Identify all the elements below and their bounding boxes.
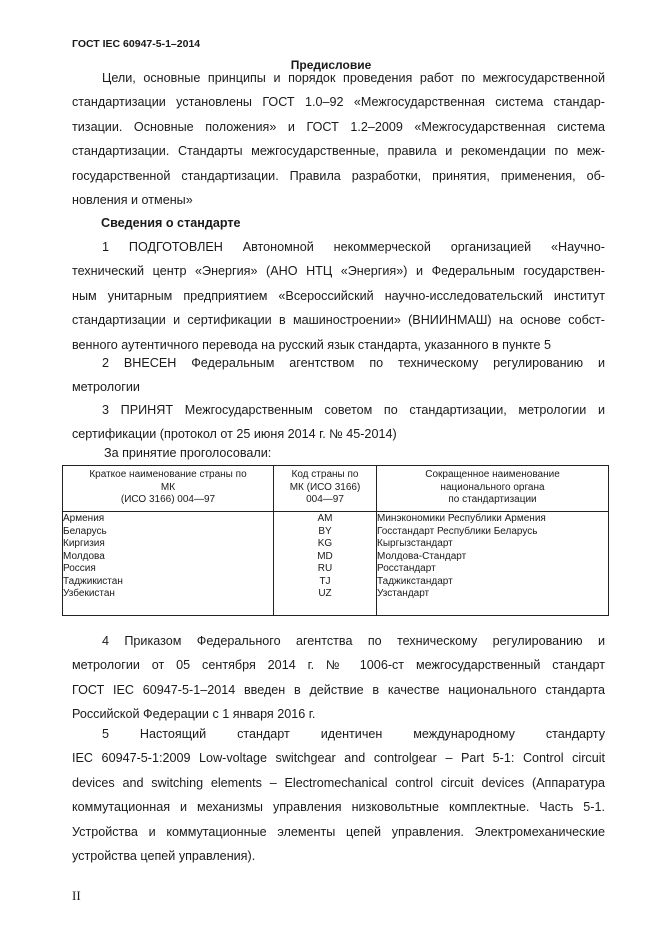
text-line: стандартизации. Стандарты межгосударственные, правила и рекомендации по меж- (72, 144, 605, 159)
country-name: Киргизия (63, 538, 105, 549)
country-code: MD (317, 550, 333, 562)
standards-body: Таджикстандарт (377, 575, 453, 587)
header-line: 004—97 (306, 494, 344, 505)
text-line: ГОСТ IEC 60947-5-1–2014 введен в действие в качестве национального стандарта (72, 682, 605, 697)
header-line: Краткое наименование страны по (89, 469, 247, 480)
text-line: 5 Настоящий стандарт идентичен международному стандарту (102, 727, 605, 741)
header-line: МК (160, 481, 176, 493)
text-line: новления и отмены» (72, 193, 193, 208)
item-3-paragraph (72, 398, 605, 447)
text-line: IEC 60947-5-1:2009 Low-voltage switchgear and controlgear – Part 5-1: Control circuit (72, 751, 605, 766)
text-line: венного аутентичного перевода на русский язык стандарта, указанного в пункте 5 (72, 337, 552, 352)
standards-body: Узстандарт (377, 588, 430, 599)
standard-info-heading: Сведения о стандарте (101, 216, 241, 230)
text-line: devices and switching elements – Electromechanical control circuit devices (Аппаратура (72, 775, 605, 790)
section-title: Предисловие (290, 58, 372, 72)
text-line: 2 ВНЕСЕН Федеральным агентством по техническому регулированию и (102, 356, 605, 370)
header-line: Код страны по (291, 469, 359, 480)
country-name: Молдова (63, 550, 105, 562)
standards-body: Госстандарт Республики Беларусь (377, 525, 538, 537)
voting-countries-table (62, 465, 609, 616)
header-line: национального органа (440, 481, 545, 493)
text-line: ным унитарным предприятием «Всероссийский научно-исследовательский институт (72, 288, 605, 303)
country-name: Россия (63, 563, 96, 574)
text-line: государственной стандартизации. Правила разработки, принятия, применения, об- (72, 168, 605, 183)
country-code: KG (317, 538, 333, 549)
text-line: устройства цепей управления). (72, 849, 256, 864)
code-cell (274, 512, 377, 616)
country-code: UZ (318, 588, 332, 599)
standards-body: Молдова-Стандарт (377, 550, 467, 562)
header-line: по стандартизации (448, 494, 537, 505)
standards-body: Минэкономики Республики Армения (377, 513, 546, 524)
country-cell (63, 512, 274, 616)
item-2-paragraph (72, 351, 605, 400)
country-code: BY (318, 525, 332, 537)
country-code: TJ (319, 575, 331, 587)
country-code: AM (317, 513, 333, 524)
item-1-paragraph (72, 235, 605, 357)
document-header: ГОСТ IEC 60947-5-1–2014 (72, 38, 201, 50)
text-line: 1 ПОДГОТОВЛЕН Автономной некоммерческой организацией «Научно- (102, 240, 605, 254)
text-line: стандартизации и сертификации в машиностроении» (ВНИИНМАШ) на основе собст- (72, 313, 605, 328)
item-5-paragraph (72, 722, 605, 868)
text-line: 4 Приказом Федерального агентства по техническому регулированию и (102, 634, 605, 648)
standards-body: Росстандарт (377, 563, 436, 574)
intro-paragraph (72, 66, 605, 212)
country-code: RU (317, 563, 333, 574)
text-line: стандартизации установлены ГОСТ 1.0–92 «Межгосударственная система стандар- (72, 95, 605, 110)
table-header-row (63, 466, 609, 512)
body-cell (377, 512, 609, 616)
header-line: (ИСО 3166) 004—97 (120, 494, 216, 505)
standards-body: Кыргызстандарт (377, 538, 453, 549)
country-name: Армения (63, 513, 105, 524)
text-line: метрологии (72, 380, 140, 395)
table-row (63, 512, 609, 616)
text-line: 3 ПРИНЯТ Межгосударственным советом по стандартизации, метрологии и (102, 403, 605, 417)
header-line: Сокращенное наименование (425, 469, 560, 480)
country-name: Узбекистан (63, 588, 115, 599)
column-header-code (274, 466, 377, 512)
item-4-paragraph (72, 629, 605, 727)
country-name: Беларусь (63, 525, 107, 537)
text-line: коммутационная и механизмы управления низковольтные комплектные. Часть 5-1. (72, 800, 605, 815)
text-line: тизации. Основные положения» и ГОСТ 1.2–2009 «Межгосударственная система (72, 119, 605, 134)
text-line: метрологии от 05 сентября 2014 г. № 1006-ст межгосударственный стандарт (72, 658, 605, 673)
column-header-body (377, 466, 609, 512)
country-name: Таджикистан (63, 575, 123, 587)
voted-label: За принятие проголосовали: (104, 446, 272, 460)
text-line: сертификации (протокол от 25 июня 2014 г. № 45-2014) (72, 427, 397, 442)
header-line: МК (ИСО 3166) (289, 481, 361, 493)
text-line: Устройства и коммутационные элементы цепей управления. Электромеханические (72, 824, 605, 839)
text-line: Российской Федерации с 1 января 2016 г. (72, 707, 316, 722)
text-line: Цели, основные принципы и порядок проведения работ по межгосударственной (102, 71, 605, 85)
page-number: II (72, 888, 81, 903)
text-line: технический центр «Энергия» (АНО НТЦ «Энергия») и Федеральным государствен- (72, 264, 605, 279)
column-header-country (63, 466, 274, 512)
